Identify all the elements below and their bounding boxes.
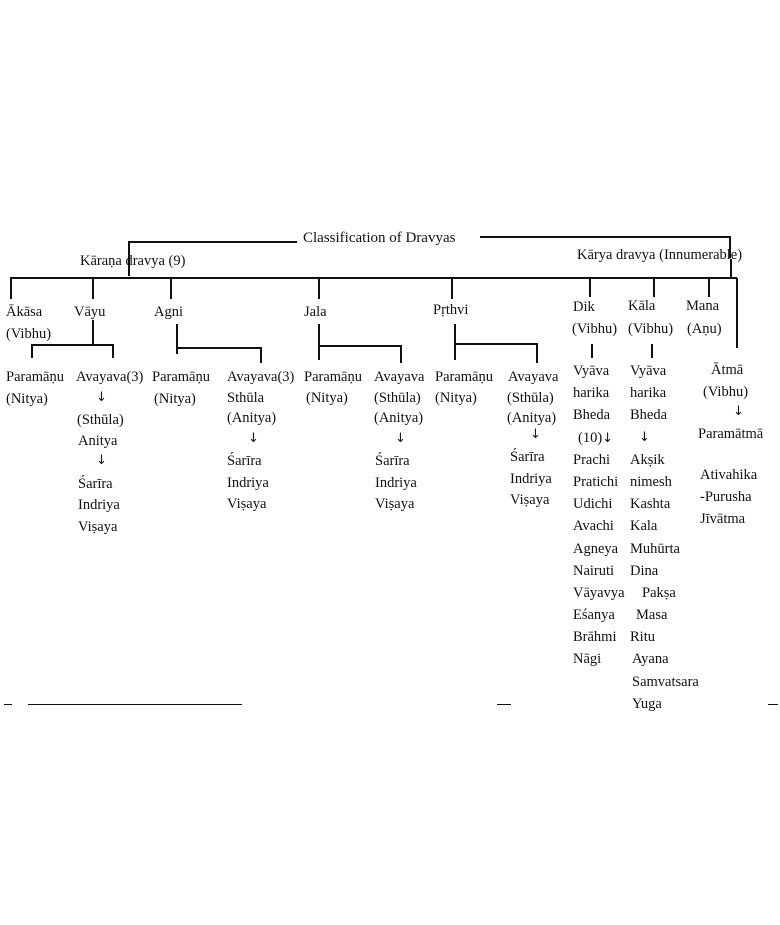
line	[653, 277, 655, 297]
node-atma: Ātmā	[711, 362, 744, 378]
agni-sthula: Sthūla	[227, 390, 265, 406]
prthvi-visaya: Viṣaya	[510, 492, 550, 508]
node-dik-sub: (Vibhu)	[572, 321, 618, 337]
line	[31, 344, 33, 358]
line	[318, 277, 320, 299]
jala-anitya: (Anitya)	[374, 410, 424, 426]
list-item: Ritu	[630, 629, 655, 646]
vayu-visaya: Viṣaya	[78, 519, 118, 535]
arrow-down-icon: ↓	[530, 427, 541, 442]
line	[128, 241, 297, 243]
list-item: Ayana	[632, 651, 669, 668]
line	[92, 320, 94, 344]
line	[176, 347, 262, 349]
line	[92, 277, 94, 299]
agni-avayava: Avayava(3)	[227, 369, 295, 385]
list-item: harika	[630, 385, 667, 402]
list-item: Masa	[636, 607, 668, 624]
node-prthvi: Pṛthvi	[433, 302, 469, 318]
list-item: nimesh	[630, 473, 672, 490]
line	[736, 278, 738, 348]
prthvi-sthula: (Sthūla)	[507, 390, 554, 406]
line	[10, 277, 12, 299]
node-mana-sub: (Aṇu)	[687, 321, 722, 337]
list-item: Pratichi	[573, 473, 619, 490]
list-item: Agneya	[573, 540, 619, 557]
rule	[497, 704, 511, 705]
node-jala: Jala	[304, 304, 327, 320]
list-item: harika	[573, 385, 610, 402]
list-item: Nāgi	[573, 651, 602, 668]
list-item: Udichi	[573, 496, 613, 513]
list-item: (10)↓	[578, 429, 614, 446]
node-atma-sub: (Vibhu)	[703, 384, 749, 400]
agni-paramanu-nitya: (Nitya)	[154, 391, 196, 407]
list-item: Nairuti	[573, 562, 615, 579]
dik-list	[573, 360, 625, 671]
vayu-avayava: Avayava(3)	[76, 369, 144, 385]
line	[31, 344, 114, 346]
line	[318, 345, 402, 347]
node-mana: Mana	[686, 298, 720, 314]
jala-paramanu-nitya: (Nitya)	[306, 390, 348, 406]
node-agni: Agni	[154, 304, 183, 320]
agni-paramanu: Paramāṇu	[152, 369, 210, 385]
list-item: Prachi	[573, 451, 611, 468]
arrow-down-icon: ↓	[96, 390, 107, 405]
line	[589, 277, 591, 297]
list-item: Vyāva	[573, 363, 610, 379]
line	[10, 277, 737, 279]
atma-paramatma: Paramātmā	[698, 426, 764, 442]
prthvi-paramanu: Paramāṇu	[435, 369, 493, 385]
line	[591, 344, 593, 358]
list-item: Eśanya	[573, 607, 615, 624]
arrow-down-icon: ↓	[395, 431, 406, 446]
atma-ativahika: Ativahika	[700, 467, 758, 483]
vayu-sarira: Śarīra	[78, 476, 113, 492]
karana-dravya-label: Kāraṇa dravya (9)	[80, 253, 186, 269]
prthvi-avayava: Avayava	[508, 369, 559, 385]
list-item: Yuga	[632, 695, 662, 712]
node-akasa-sub: (Vibhu)	[6, 326, 52, 342]
node-vayu: Vāyu	[74, 304, 106, 320]
jala-sthula: (Sthūla)	[374, 390, 421, 406]
diagram-title: Classification of Dravyas	[303, 230, 456, 246]
vayu-sthula: (Sthūla)	[77, 412, 124, 428]
list-item: Dina	[630, 562, 659, 579]
list-item	[630, 427, 699, 449]
prthvi-indriya: Indriya	[510, 471, 552, 487]
line	[400, 345, 402, 363]
jala-indriya: Indriya	[375, 475, 417, 491]
kala-list	[630, 360, 699, 715]
list-item: Pakṣa	[642, 584, 676, 601]
agni-anitya: (Anitya)	[227, 410, 277, 426]
rule	[768, 704, 778, 705]
rule	[4, 704, 12, 705]
line	[176, 324, 178, 354]
line	[651, 344, 653, 358]
agni-sarira: Śarīra	[227, 453, 262, 469]
vayu-anitya: Anitya	[78, 433, 118, 449]
vayu-indriya: Indriya	[78, 497, 120, 513]
line	[451, 277, 453, 299]
node-dik: Dik	[573, 299, 595, 315]
list-item: Vāyavya	[573, 584, 625, 601]
arrow-down-icon: ↓	[248, 431, 259, 446]
arrow-down-icon: ↓	[639, 429, 650, 445]
list-item: Kashta	[630, 496, 671, 513]
prthvi-anitya: (Anitya)	[507, 410, 557, 426]
karya-dravya-label: Kārya dravya (Innumerable)	[577, 247, 743, 263]
list-item: Bheda	[630, 407, 668, 424]
vayu-paramanu-nitya: (Nitya)	[6, 391, 48, 407]
line	[170, 277, 172, 299]
list-item: Akṣik	[630, 451, 665, 468]
jala-visaya: Viṣaya	[375, 496, 415, 512]
agni-indriya: Indriya	[227, 475, 269, 491]
line	[480, 236, 730, 238]
line	[536, 343, 538, 363]
jala-sarira: Śarīra	[375, 453, 410, 469]
atma-purusha: -Purusha	[700, 489, 752, 505]
node-kala: Kāla	[628, 298, 656, 314]
node-kala-sub: (Vibhu)	[628, 321, 674, 337]
list-item: Muhūrta	[630, 540, 680, 557]
jala-avayava: Avayava	[374, 369, 425, 385]
arrow-down-icon: ↓	[733, 404, 744, 419]
atma-jivatma: Jīvātma	[700, 511, 746, 527]
vayu-paramanu: Paramāṇu	[6, 369, 64, 385]
line	[112, 344, 114, 358]
line	[318, 324, 320, 360]
line	[454, 343, 538, 345]
prthvi-sarira: Śarīra	[510, 449, 545, 465]
line	[260, 347, 262, 363]
arrow-down-icon: ↓	[96, 453, 107, 468]
jala-paramanu: Paramāṇu	[304, 369, 362, 385]
rule	[28, 704, 242, 705]
arrow-down-icon: ↓	[602, 430, 614, 446]
list-item: Brāhmi	[573, 629, 617, 646]
agni-visaya: Viṣaya	[227, 496, 267, 512]
prthvi-paramanu-nitya: (Nitya)	[435, 390, 477, 406]
line	[708, 277, 710, 297]
list-item: Bheda	[573, 407, 611, 424]
list-item: Vyāva	[630, 363, 667, 379]
list-item: Samvatsara	[632, 673, 699, 690]
line	[454, 324, 456, 360]
node-akasa: Ākāsa	[6, 304, 43, 320]
list-item: Kala	[630, 518, 658, 535]
list-item: Avachi	[573, 518, 614, 535]
